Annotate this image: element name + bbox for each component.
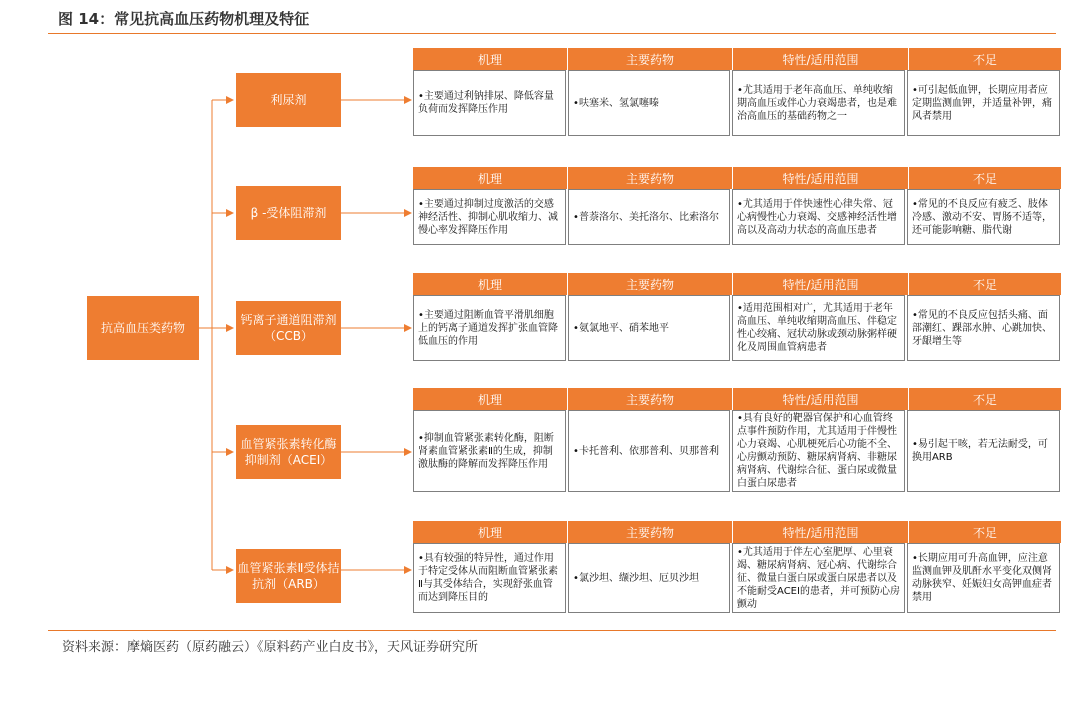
header-mechanism: 机理 [413,521,568,543]
source-rule [48,630,1056,631]
header-mechanism: 机理 [413,273,568,295]
category-label: 钙离子通道阻滞剂（CCB） [240,313,337,343]
header-drugs: 主要药物 [568,521,733,543]
cell-drugs: •氯沙坦、缬沙坦、厄贝沙坦 [568,543,730,613]
category-node-ccb [236,301,341,355]
panel-acei [413,388,1062,492]
header-mechanism: 机理 [413,388,568,410]
header-shortcomings: 不足 [909,167,1062,189]
category-label: 血管紧张素Ⅱ受体拮抗剂（ARB） [237,561,340,591]
cell-mechanism: •主要通过利钠排尿、降低容量负荷而发挥降压作用 [413,70,566,136]
cell-shortcomings: •常见的不良反应包括头痛、面部潮红、踝部水肿、心跳加快、牙龈增生等 [907,295,1060,361]
header-features: 特性/适用范围 [733,167,909,189]
category-label: 血管紧张素转化酶抑制剂（ACEI） [240,437,337,467]
cell-mechanism: •抑制血管紧张素转化酶，阻断肾素血管紧张素Ⅱ的生成，抑制激肽酶的降解而发挥降压作用 [413,410,566,492]
header-features: 特性/适用范围 [733,388,909,410]
cell-features: •适用范围相对广，尤其适用于老年高血压、单纯收缩期高血压、伴稳定性心绞痛、冠状动脉或颈动脉粥样硬化及周围血管病患者 [732,295,905,361]
header-shortcomings: 不足 [909,388,1062,410]
cell-features: •具有良好的靶器官保护和心血管终点事件预防作用，尤其适用于伴慢性心力衰竭、心肌梗死后心功能不全、心房颤动预防、糖尿病肾病、非糖尿病肾病、代谢综合征、蛋白尿或微量白蛋白尿患者 [732,410,905,492]
header-drugs: 主要药物 [568,48,733,70]
header-features: 特性/适用范围 [733,521,909,543]
header-mechanism: 机理 [413,48,568,70]
panel-beta-blockers [413,167,1062,245]
header-shortcomings: 不足 [909,273,1062,295]
header-shortcomings: 不足 [909,521,1062,543]
category-label: 利尿剂 [270,93,307,107]
cell-shortcomings: •长期应用可升高血钾，应注意监测血钾及肌酐水平变化双侧肾动脉狭窄、妊娠妇女高钾血症者禁用 [907,543,1060,613]
figure-title: 图 14：常见抗高血压药物机理及特征 [58,10,310,28]
cell-shortcomings: •可引起低血钾，长期应用者应定期监测血钾，并适量补钾，痛风者禁用 [907,70,1060,136]
panel-ccb [413,273,1062,361]
panel-diuretics [413,48,1062,136]
category-node-diuretics [236,73,341,127]
cell-drugs: •卡托普利、依那普利、贝那普利 [568,410,730,492]
category-label: β -受体阻滞剂 [250,206,327,220]
header-shortcomings: 不足 [909,48,1062,70]
cell-mechanism: •主要通过抑制过度激活的交感神经活性、抑制心肌收缩力、减慢心率发挥降压作用 [413,189,566,245]
category-node-arb [236,549,341,603]
cell-features: •尤其适用于伴左心室肥厚、心里衰竭、糖尿病肾病、冠心病、代谢综合征、微量白蛋白尿或蛋白尿患者以及不能耐受ACEI的患者，并可预防心房颤动 [732,543,905,613]
header-drugs: 主要药物 [568,388,733,410]
cell-mechanism: •主要通过阻断血管平滑肌细胞上的钙离子通道发挥扩张血管降低血压的作用 [413,295,566,361]
root-label: 抗高血压类药物 [100,321,185,335]
cell-shortcomings: •常见的不良反应有疲乏、肢体冷感、激动不安、胃肠不适等，还可能影响糖、脂代谢 [907,189,1060,245]
cell-features: •尤其适用于老年高血压、单纯收缩期高血压或伴心力衰竭患者，也是难治高血压的基础药物之一 [732,70,905,136]
cell-drugs: •氨氯地平、硝苯地平 [568,295,730,361]
cell-features: •尤其适用于伴快速性心律失常、冠心病慢性心力衰竭、交感神经活性增高以及高动力状态的高血压患者 [732,189,905,245]
cell-mechanism: •具有较强的特异性，通过作用于特定受体从而阻断血管紧张素Ⅱ与其受体结合，实现舒张血管而达到降压目的 [413,543,566,613]
header-mechanism: 机理 [413,167,568,189]
root-node [87,296,199,360]
header-features: 特性/适用范围 [733,273,909,295]
header-features: 特性/适用范围 [733,48,909,70]
cell-shortcomings: •易引起干咳，若无法耐受，可换用ARB [907,410,1060,492]
category-node-acei [236,425,341,479]
panel-arb [413,521,1062,613]
header-drugs: 主要药物 [568,167,733,189]
category-node-beta-blockers [236,186,341,240]
header-drugs: 主要药物 [568,273,733,295]
cell-drugs: •呋塞米、氢氯噻嗪 [568,70,730,136]
cell-drugs: •普萘洛尔、美托洛尔、比索洛尔 [568,189,730,245]
source-note: 资料来源：摩熵医药（原药融云）《原料药产业白皮书》，天风证券研究所 [62,640,479,655]
